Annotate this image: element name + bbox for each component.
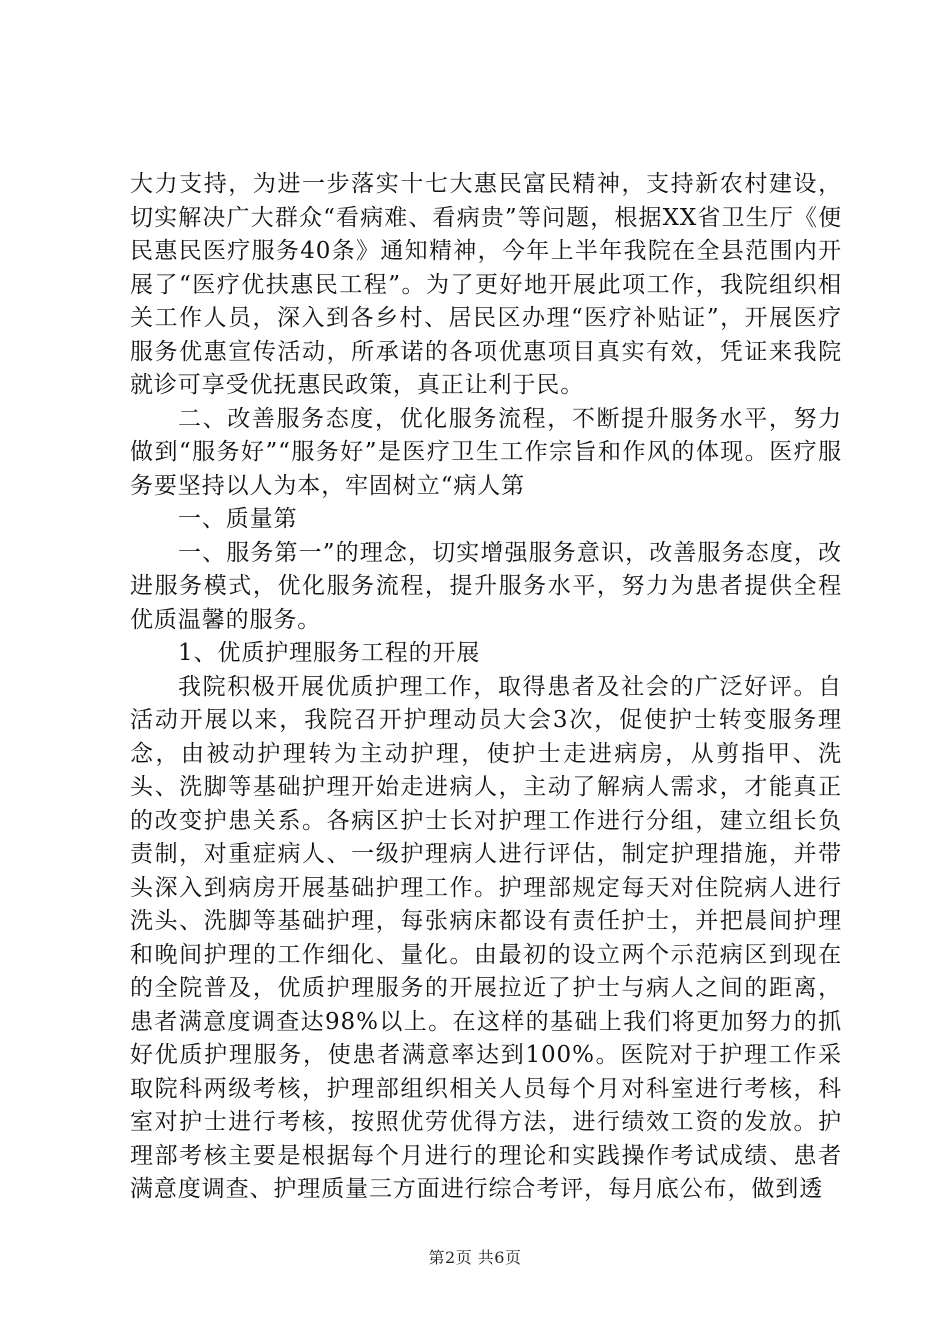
paragraph-support: 大力支持，为进一步落实十七大惠民富民精神，支持新农村建设，切实解决广大群众“看病难、看病贵”等问题，根据XX省卫生厅《便民惠民医疗服务40条》通知精神，今年上半年我院在全县范围内开展了“医疗优扶惠民工程”。为了更好地开展此项工作，我院组织相关工作人员，深入到各乡村、居民区办理“医疗补贴证”，开展医疗服务优惠宣传活动，所承诺的各项优惠项目真实有效，凭证来我院就诊可享受优抚惠民政策，真正让利于民。 bbox=[130, 171, 842, 398]
paragraph-service-attitude: 二、改善服务态度，优化服务流程，不断提升服务水平，努力做到“服务好”“服务好”是医疗卫生工作宗旨和作风的体现。医疗服务要坚持以人为本，牢固树立“病人第 bbox=[130, 405, 842, 499]
paragraph-service-first: 一、服务第一”的理念，切实增强服务意识，改善服务态度，改进服务模式，优化服务流程，提升服务水平，努力为患者提供全程优质温馨的服务。 bbox=[130, 539, 842, 633]
document-body bbox=[130, 168, 842, 1207]
paragraph-quality-first: 一、质量第 bbox=[178, 506, 298, 532]
page-number-footer: 第2页 共6页 bbox=[428, 1248, 522, 1267]
section-heading-nursing: 1、优质护理服务工程的开展 bbox=[178, 640, 481, 666]
paragraph-nursing-work: 我院积极开展优质护理工作，取得患者及社会的广泛好评。自活动开展以来，我院召开护理动员大会3次，促使护士转变服务理念，由被动护理转为主动护理，使护士走进病房，从剪指甲、洗头、洗脚等基础护理开始走进病人，主动了解病人需求，才能真正的改变护患关系。各病区护士长对护理工作进行分组，建立组长负责制，对重症病人、一级护理病人进行评估，制定护理措施，并带头深入到病房开展基础护理工作。护理部规定每天对住院病人进行洗头、洗脚等基础护理，每张病床都设有责任护士，并把晨间护理和晚间护理的工作细化、量化。由最初的设立两个示范病区到现在的全院普及，优质护理服务的开展拉近了护士与病人之间的距离，患者满意度调查达98%以上。在这样的基础上我们将更加努力的抓好优质护理服务，使患者满意率达到100%。医院对于护理工作采取院科两级考核，护理部组织相关人员每个月对科室进行考核，科室对护士进行考核，按照优劳优得方法，进行绩效工资的发放。护理部考核主要是根据每个月进行的理论和实践操作考试成绩、患者满意度调查、护理质量三方面进行综合考评，每月底公布，做到透 bbox=[130, 673, 842, 1202]
